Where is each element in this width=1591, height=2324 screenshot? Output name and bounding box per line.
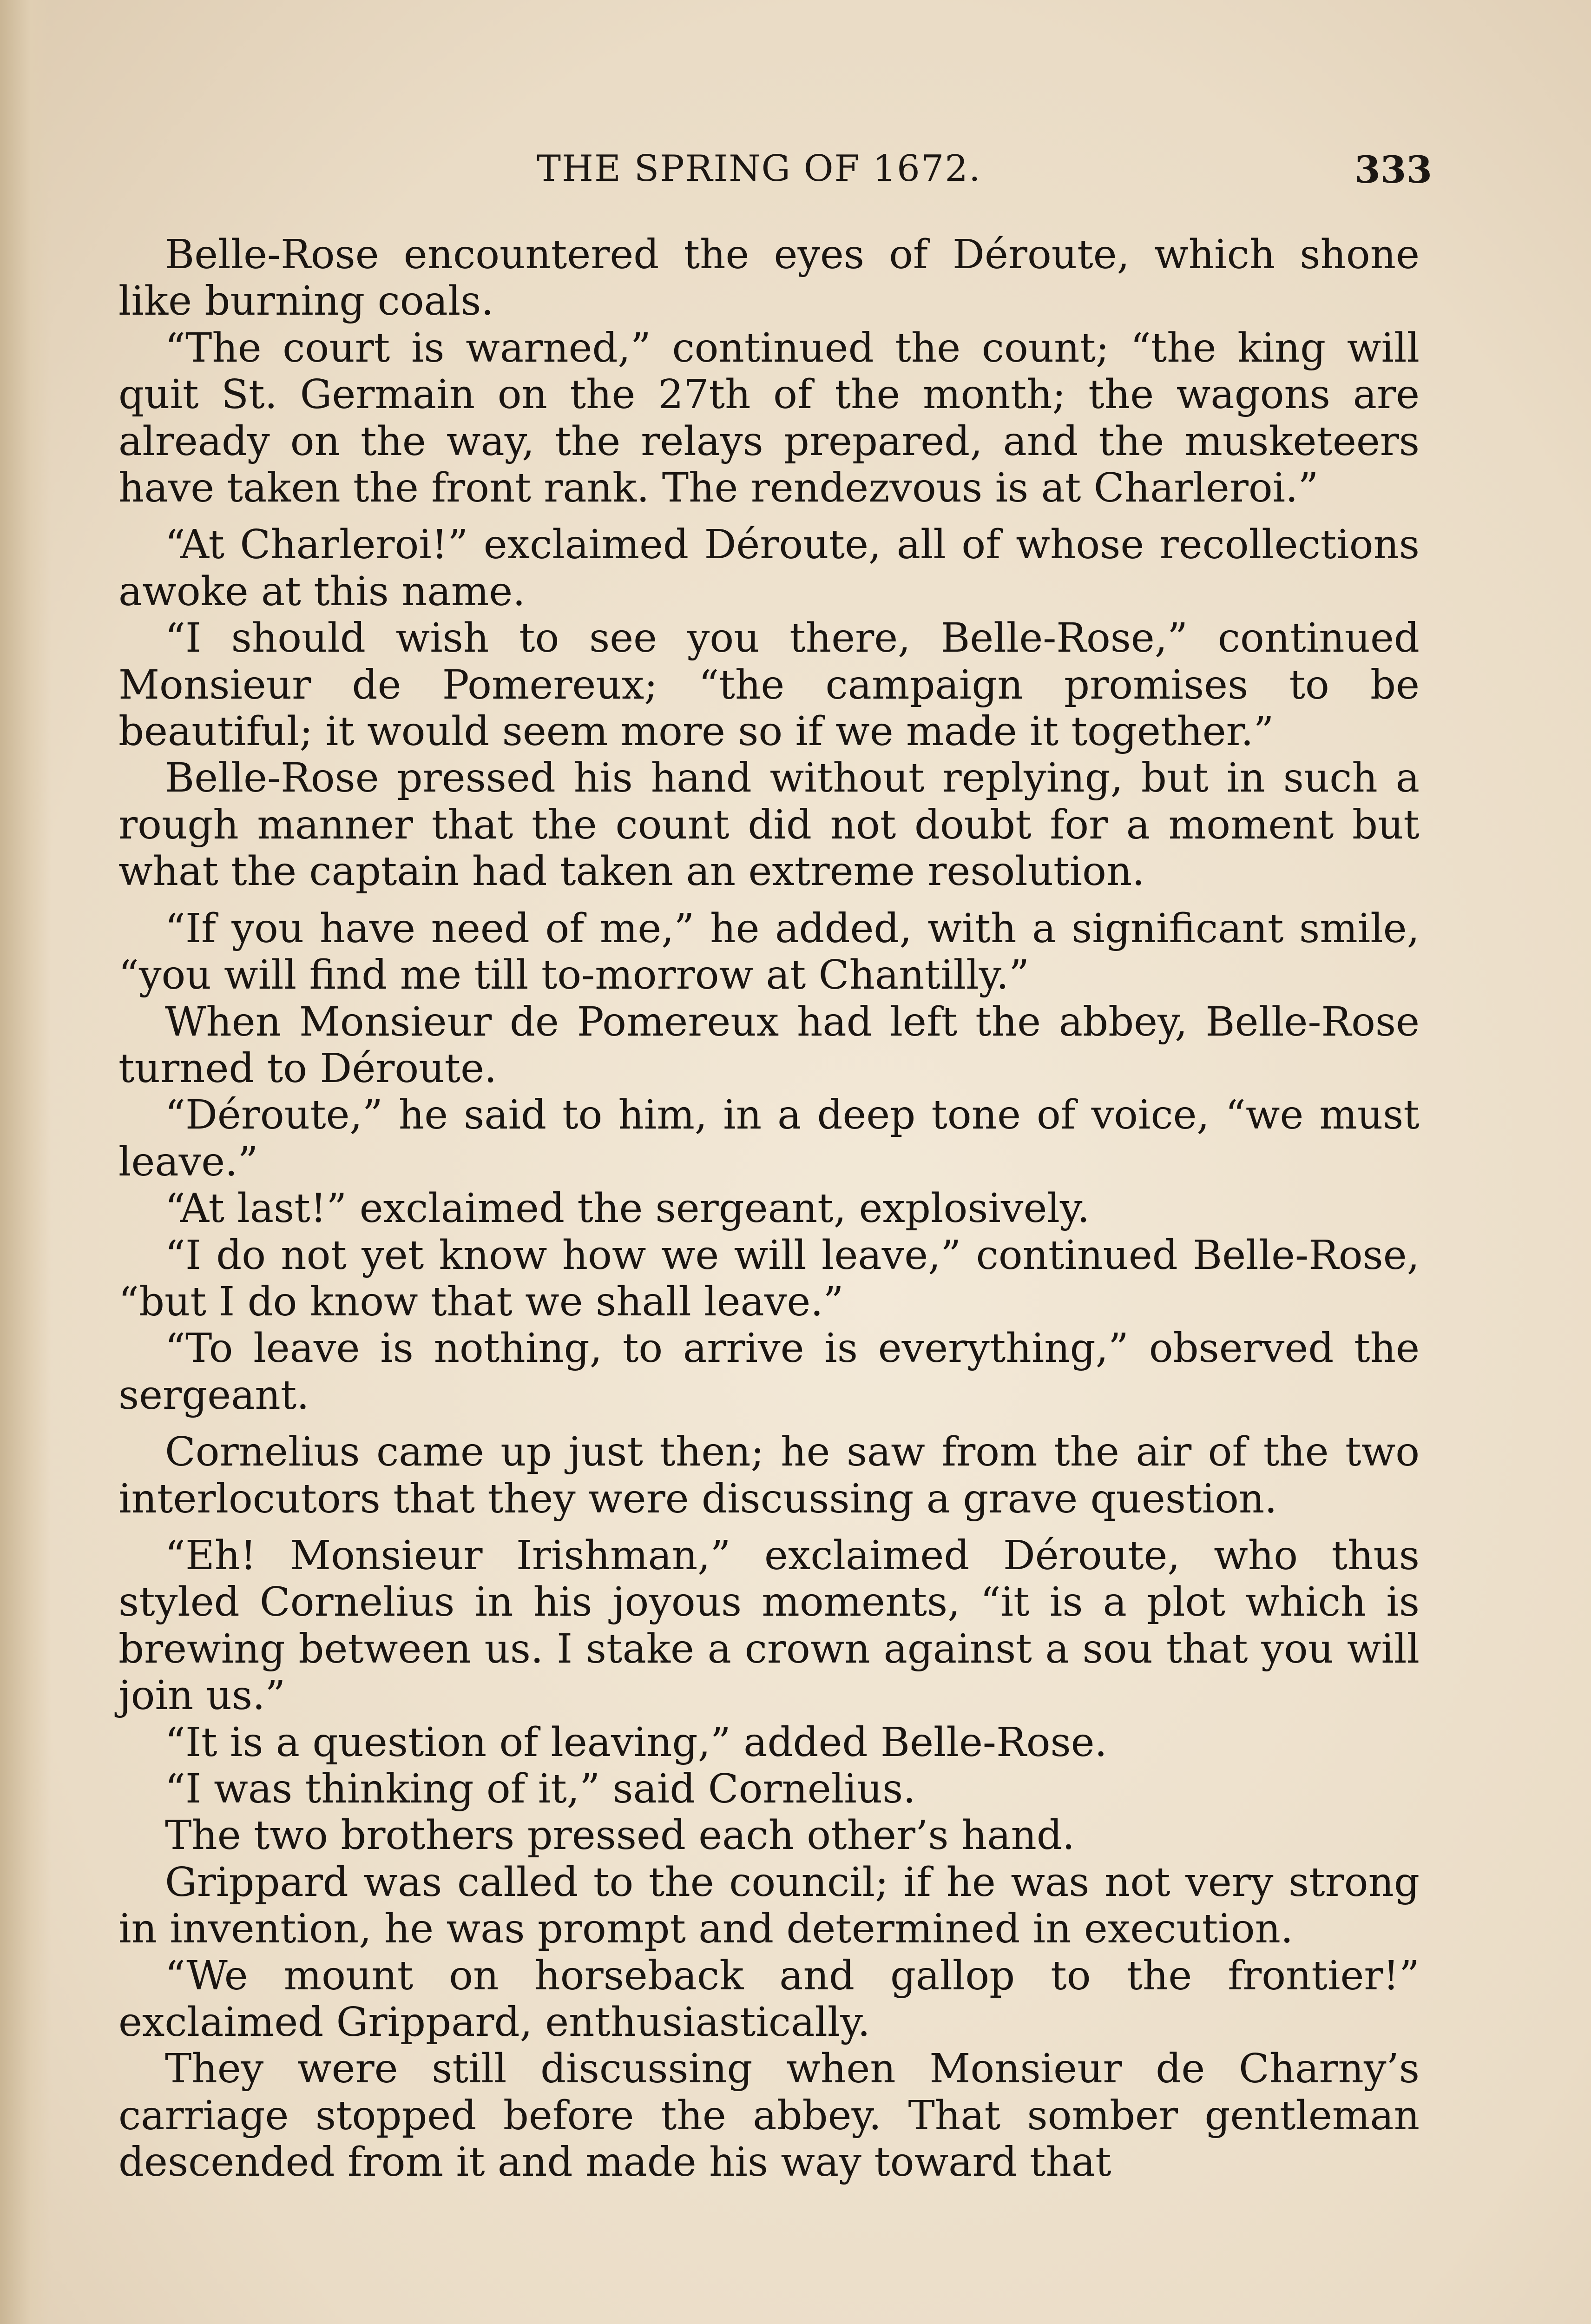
paragraph: “We mount on horseback and gallop to the frontier!” exclaimed Grippard, enthusiastically. <box>118 1952 1420 2046</box>
paragraph: The two brothers pressed each other’s hand. <box>165 1812 1075 1859</box>
body-text <box>118 231 1420 2186</box>
paragraph: When Monsieur de Pomereux had left the abbey, Belle-Rose turned to Déroute. <box>118 998 1420 1092</box>
paragraph: “To leave is nothing, to arrive is everything,” observed the sergeant. <box>118 1325 1420 1419</box>
paragraph: Cornelius came up just then; he saw from the air of the two interlocutors that they were discussing a grave question. <box>118 1429 1420 1522</box>
running-title: THE SPRING OF 1672. <box>537 148 981 190</box>
paragraph: “The court is warned,” continued the count; “the king will quit St. Germain on the 27th of the month; the wagons are already on the way, the relays prepared, and the musketeers have taken the front rank. The rendezvous is at Charleroi.” <box>118 324 1420 512</box>
paragraph: They were still discussing when Monsieur de Charny’s carriage stopped before the abbey. That somber gentleman descended from it and made his way toward that <box>118 2046 1420 2186</box>
paragraph: “I should wish to see you there, Belle-Rose,” continued Monsieur de Pomereux; “the campaign promises to be beautiful; it would seem more so if we made it together.” <box>118 615 1420 755</box>
paragraph: “I do not yet know how we will leave,” continued Belle-Rose, “but I do know that we shall leave.” <box>118 1232 1420 1325</box>
paragraph: Belle-Rose pressed his hand without replying, but in such a rough manner that the count did not doubt for a moment but what the captain had taken an extreme resolution. <box>118 755 1420 895</box>
paragraph: “Eh! Monsieur Irishman,” exclaimed Déroute, who thus styled Cornelius in his joyous moments, “it is a plot which is brewing between us. I stake a crown against a sou that you will join us.” <box>118 1532 1420 1719</box>
paragraph: “Déroute,” he said to him, in a deep tone of voice, “we must leave.” <box>118 1092 1420 1185</box>
page-gutter-shadow <box>0 0 51 2324</box>
paragraph: “I was thinking of it,” said Cornelius. <box>165 1766 916 1812</box>
paragraph: “At last!” exclaimed the sergeant, explosively. <box>165 1185 1090 1232</box>
paragraph: “It is a question of leaving,” added Belle-Rose. <box>165 1719 1107 1766</box>
paragraph: Grippard was called to the council; if he was not very strong in invention, he was prompt and determined in execution. <box>118 1859 1420 1953</box>
page-number: 333 <box>1354 148 1432 191</box>
paragraph: “At Charleroi!” exclaimed Déroute, all of whose recollections awoke at this name. <box>118 522 1420 615</box>
paragraph: “If you have need of me,” he added, with a significant smile, “you will find me till to-morrow at Chantilly.” <box>118 905 1420 999</box>
paragraph: Belle-Rose encountered the eyes of Déroute, which shone like burning coals. <box>118 231 1420 325</box>
